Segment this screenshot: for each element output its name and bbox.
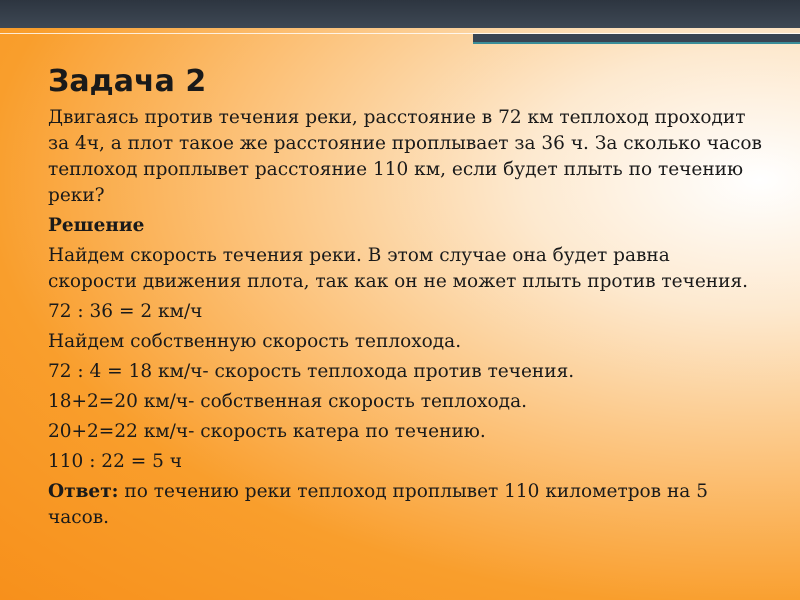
solution-step-2: 72 : 36 = 2 км/ч xyxy=(48,301,203,322)
solution-step-6: 20+2=22 км/ч- скорость катера по течению. xyxy=(48,421,486,442)
solution-step-4: 72 : 4 = 18 км/ч- скорость теплохода против течения. xyxy=(48,361,575,382)
slide-content xyxy=(48,64,764,535)
solution-heading: Решение xyxy=(48,215,145,236)
slide-top-bar xyxy=(0,0,800,28)
slide-title: Задача 2 xyxy=(48,64,207,99)
slide-accent-dark-strip xyxy=(473,34,800,42)
solution-step-1: Найдем скорость течения реки. В этом случае она будет равна скорости движения плота, так как он не может плыть против течения. xyxy=(48,245,749,292)
solution-step-5: 18+2=20 км/ч- собственная скорость теплохода. xyxy=(48,391,527,412)
answer xyxy=(48,479,764,531)
slide-accent-teal-strip xyxy=(473,42,800,44)
answer-text: по течению реки теплоход проплывет 110 километров на 5 часов. xyxy=(48,481,708,528)
solution-step-7: 110 : 22 = 5 ч xyxy=(48,451,182,472)
problem-text: Двигаясь против течения реки, расстояние в 72 км теплоход проходит за 4ч, а плот такое же расстояние проплывает за 36 ч. За сколько часов теплоход проплывет расстояние 110 км, если будет плыть по течению реки? xyxy=(48,107,762,206)
solution-step-3: Найдем собственную скорость теплохода. xyxy=(48,331,462,352)
answer-label: Ответ: xyxy=(48,481,119,502)
